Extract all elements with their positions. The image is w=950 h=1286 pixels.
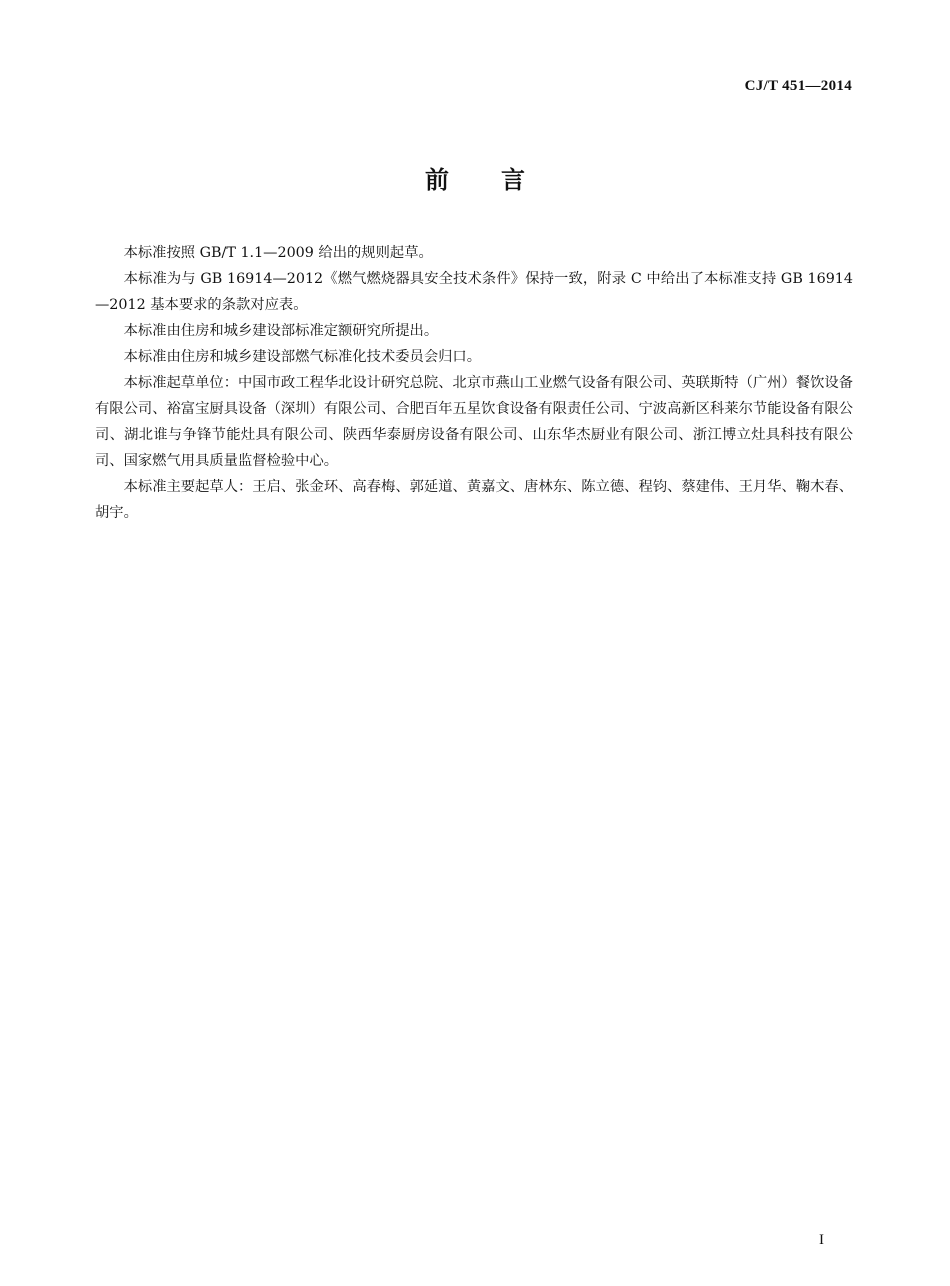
page-number: I xyxy=(819,1232,824,1248)
paragraph-centralized-management: 本标准由住房和城乡建设部燃气标准化技术委员会归口。 xyxy=(123,349,482,365)
paragraph-drafting-units: 本标准起草单位：中国市政工程华北设计研究总院、北京市燕山工业燃气设备有限公司、英联斯特（广州）餐饮设备有限公司、裕富宝厨具设备（深圳）有限公司、合肥百年五星饮食设备有限责任公司、宁波高新区科莱尔节能设备有限公司、湖北谁与争锋节能灶具有限公司、陕西华泰厨房设备有限公司、山东华杰厨业有限公司、浙江博立灶具科技有限公司、国家燃气用具质量监督检验中心。 xyxy=(95,375,853,469)
paragraph-proposer: 本标准由住房和城乡建设部标准定额研究所提出。 xyxy=(123,323,439,339)
page-title: 前言 xyxy=(425,166,577,194)
paragraph-consistency: 本标准为与 GB 16914—2012《燃气燃烧器具安全技术条件》保持一致，附录 C 中给出了本标准支持 GB 16914—2012 基本要求的条款对应表。 xyxy=(95,271,853,313)
standard-code: CJ/T 451—2014 xyxy=(744,78,852,94)
foreword-body xyxy=(95,240,853,526)
paragraph-drafting-rules: 本标准按照 GB/T 1.1—2009 给出的规则起草。 xyxy=(123,245,433,261)
paragraph-drafters: 本标准主要起草人：王启、张金环、高春梅、郭延道、黄嘉文、唐林东、陈立德、程钧、蔡建伟、王月华、鞠木春、胡宇。 xyxy=(95,479,853,521)
